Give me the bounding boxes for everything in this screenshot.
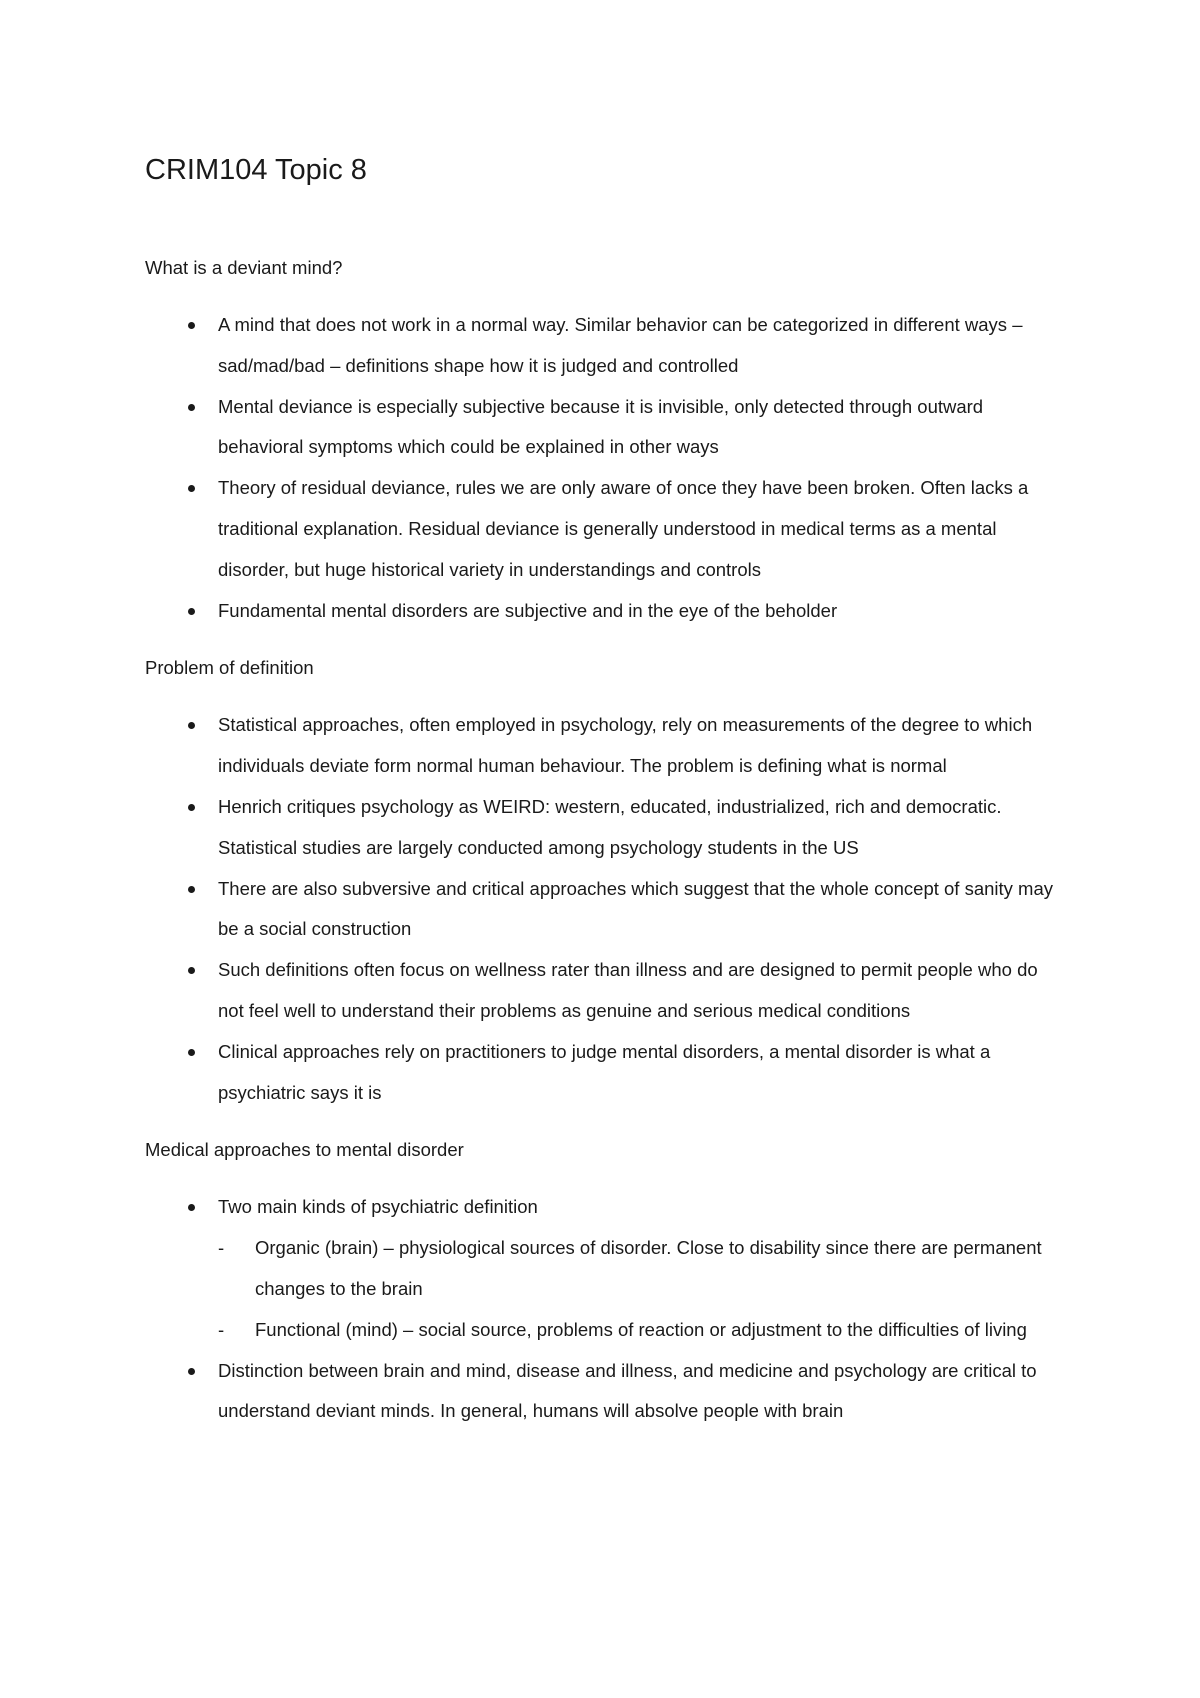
bullet-icon xyxy=(188,608,195,615)
list-item-text: Clinical approaches rely on practitioners to judge mental disorders, a mental disorder is what a psychiatric says it is xyxy=(218,1040,991,1103)
bullet-icon xyxy=(188,404,195,411)
bullet-icon xyxy=(188,1368,195,1375)
dash-sublist xyxy=(218,1228,1060,1350)
sublist-item-text: Organic (brain) – physiological sources of disorder. Close to disability since there are permanent changes to the brain xyxy=(255,1237,1042,1299)
list-item-text: Fundamental mental disorders are subjective and in the eye of the beholder xyxy=(218,599,838,621)
list-item-text: A mind that does not work in a normal way. Similar behavior can be categorized in different ways – sad/mad/bad – definitions shape how it is judged and controlled xyxy=(218,314,1023,376)
bullet-list-problem-of-definition xyxy=(145,705,1060,1113)
sublist-item xyxy=(218,1228,1060,1310)
list-item xyxy=(145,387,1060,469)
bullet-icon xyxy=(188,886,195,893)
list-item-text: Such definitions often focus on wellness rater than illness and are designed to permit people who do not feel well to understand their problems as genuine and serious medical conditions xyxy=(218,959,1038,1021)
list-item xyxy=(145,869,1060,951)
list-item-text: Distinction between brain and mind, disease and illness, and medicine and psychology are critical to understand deviant minds. In general, humans will absolve people with brain xyxy=(218,1359,1037,1422)
bullet-icon xyxy=(188,1049,195,1056)
list-item xyxy=(145,705,1060,787)
section-heading-deviant-mind: What is a deviant mind? xyxy=(145,257,343,278)
list-item-text: Theory of residual deviance, rules we are only aware of once they have been broken. Often lacks a traditional explanation. Residual deviance is generally understood in medical terms as a mental disorder, but huge historical variety in understandings and controls xyxy=(218,477,1029,580)
bullet-icon xyxy=(188,804,195,811)
bullet-icon xyxy=(188,967,195,974)
sublist-item-text: Functional (mind) – social source, problems of reaction or adjustment to the difficulties of living xyxy=(255,1318,1027,1340)
list-item xyxy=(145,305,1060,387)
section-heading-medical-approaches: Medical approaches to mental disorder xyxy=(145,1139,464,1161)
list-item xyxy=(145,787,1060,869)
dash-mark: - xyxy=(218,1237,225,1259)
bullet-icon xyxy=(188,722,195,729)
list-item xyxy=(145,591,1060,632)
list-item xyxy=(145,1032,1060,1114)
sublist-item xyxy=(218,1310,1060,1351)
bullet-icon xyxy=(188,322,195,329)
bullet-icon xyxy=(188,1204,195,1211)
bullet-icon xyxy=(188,485,195,492)
section-heading-problem-of-definition: Problem of definition xyxy=(145,657,314,679)
document-title: CRIM104 Topic 8 xyxy=(145,154,367,186)
list-item-text: Two main kinds of psychiatric definition xyxy=(218,1196,538,1218)
list-item xyxy=(145,950,1060,1032)
list-item-text: Henrich critiques psychology as WEIRD: western, educated, industrialized, rich and democratic. Statistical studies are largely conducted among psychology students in the US xyxy=(218,795,1002,858)
list-item-text: Mental deviance is especially subjective because it is invisible, only detected through outward behavioral symptoms which could be explained in other ways xyxy=(218,395,984,458)
list-item xyxy=(145,468,1060,590)
list-item-text: There are also subversive and critical approaches which suggest that the whole concept of sanity may be a social construction xyxy=(218,877,1054,940)
list-item xyxy=(145,1351,1060,1433)
dash-mark: - xyxy=(218,1318,225,1340)
list-item xyxy=(145,1187,1060,1350)
bullet-list-medical-approaches xyxy=(145,1187,1060,1432)
list-item-text: Statistical approaches, often employed in psychology, rely on measurements of the degree to which individuals deviate form normal human behaviour. The problem is defining what is normal xyxy=(218,714,1033,777)
bullet-list-deviant-mind xyxy=(145,305,1060,631)
